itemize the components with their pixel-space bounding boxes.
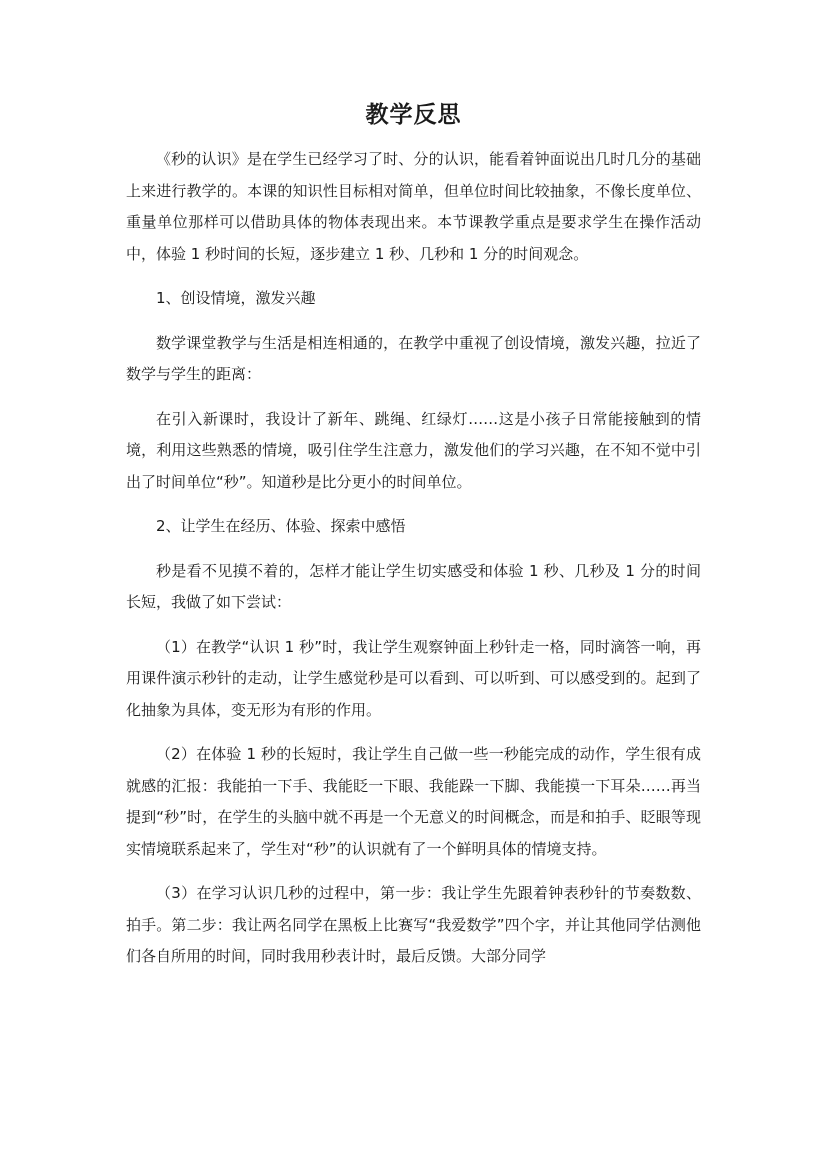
intro-paragraph: 《秒的认识》是在学生已经学习了时、分的认识，能看着钟面说出几时几分的基础上来进行教学的。本课的知识性目标相对简单，但单位时间比较抽象，不像长度单位、重量单位那样可以借助具体的物体表现出来。本节课教学重点是要求学生在操作活动中，体验 1 秒时间的长短，逐步建立 1 秒、几秒和 1 分的时间观念。 xyxy=(126,150,701,263)
document-page xyxy=(126,100,701,986)
section-heading-1: 1、创设情境，激发兴趣 xyxy=(156,289,316,307)
paragraph: 数学课堂教学与生活是相连相通的，在教学中重视了创设情境，激发兴趣，拉近了数学与学生的距离： xyxy=(126,333,701,383)
paragraph: 在引入新课时，我设计了新年、跳绳、红绿灯……这是小孩子日常能接触到的情境，利用这些熟悉的情境，吸引住学生注意力，激发他们的学习兴趣，在不知不觉中引出了时间单位“秒”。知道秒是比分更小的时间单位。 xyxy=(126,409,701,491)
list-item-2: （2）在体验 1 秒的长短时，我让学生自己做一些一秒能完成的动作，学生很有成就感的汇报：我能拍一下手、我能眨一下眼、我能跺一下脚、我能摸一下耳朵……再当提到“秒”时，在学生的头脑中就不再是一个无意义的时间概念，而是和拍手、眨眼等现实情境联系起来了，学生对“秒”的认识就有了一个鲜明具体的情境支持。 xyxy=(126,745,701,858)
section-heading-2: 2、让学生在经历、体验、探索中感悟 xyxy=(156,517,406,535)
list-item-1: （1）在教学“认识 1 秒”时，我让学生观察钟面上秒针走一格，同时滴答一响，再用课件演示秒针的走动，让学生感觉秒是可以看到、可以听到、可以感受到的。起到了化抽象为具体，变无形为有形的作用。 xyxy=(126,637,701,719)
list-item-3: （3）在学习认识几秒的过程中，第一步：我让学生先跟着钟表秒针的节奏数数、拍手。第二步：我让两名同学在黑板上比赛写“我爱数学”四个字，并让其他同学估测他们各自所用的时间，同时我用秒表计时，最后反馈。大部分同学 xyxy=(126,884,701,965)
document-title: 教学反思 xyxy=(365,101,462,128)
paragraph: 秒是看不见摸不着的，怎样才能让学生切实感受和体验 1 秒、几秒及 1 分的时间长短，我做了如下尝试： xyxy=(126,561,701,611)
